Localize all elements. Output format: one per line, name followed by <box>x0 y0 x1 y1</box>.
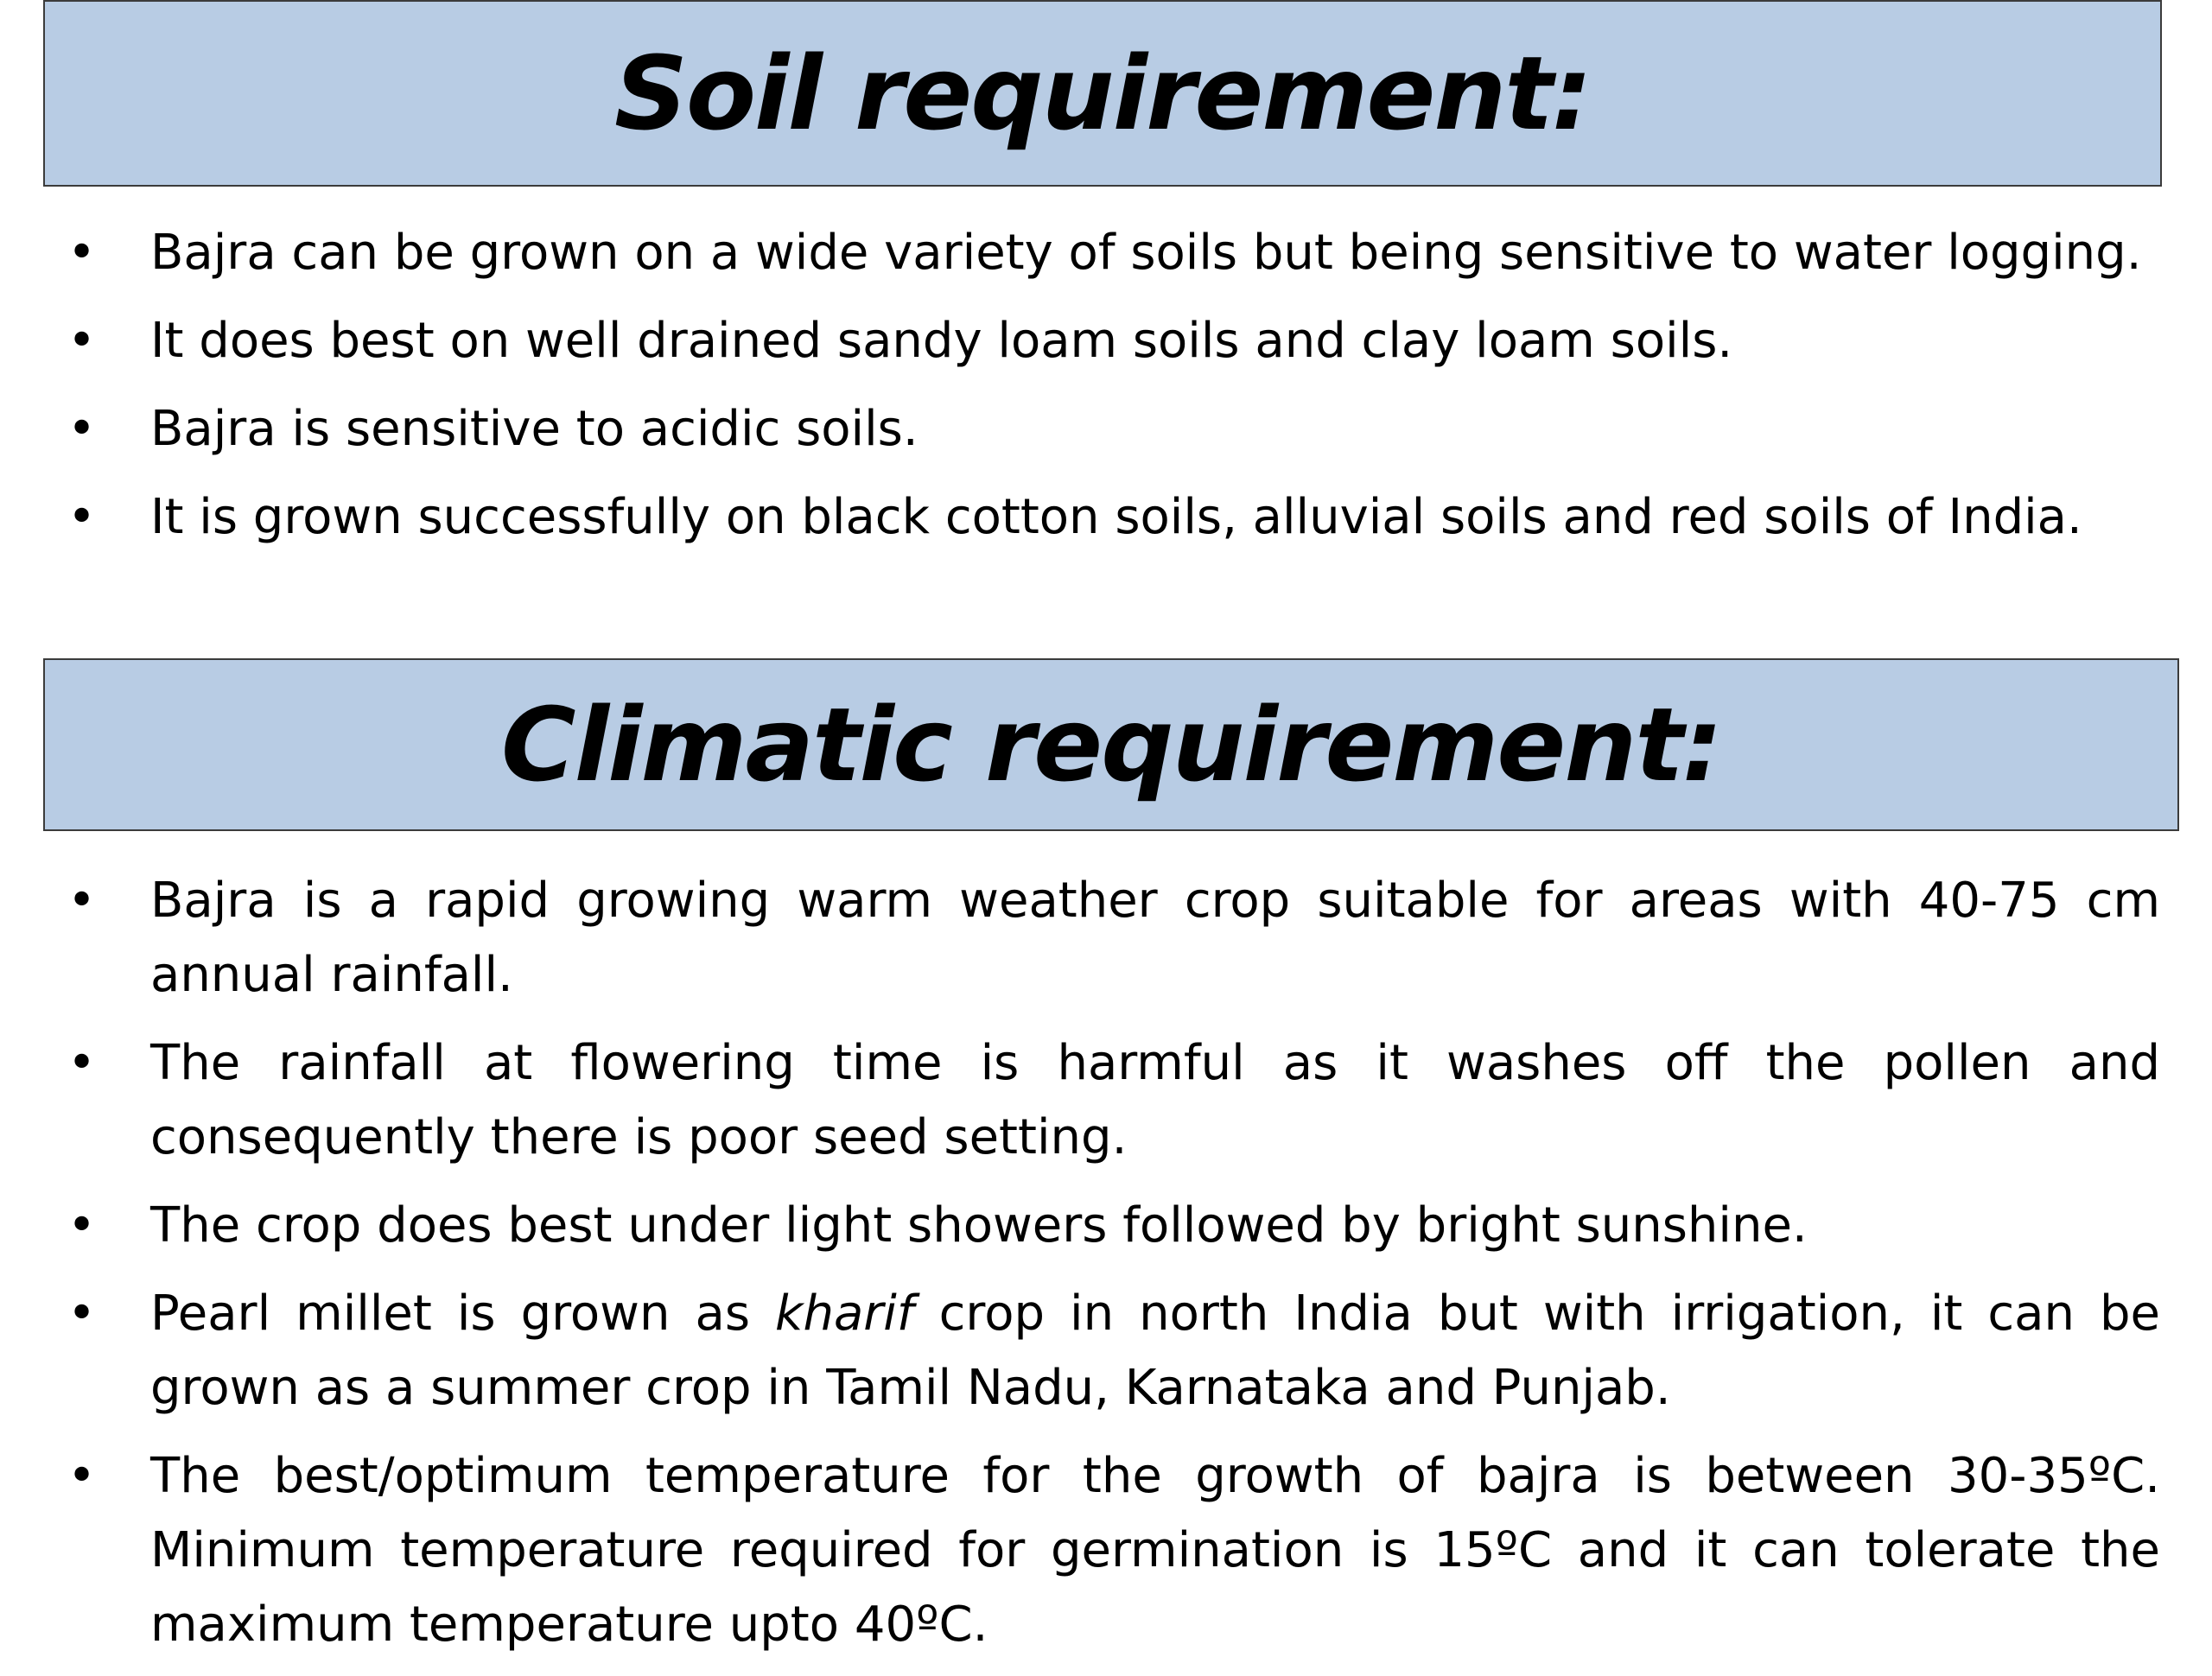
list-item-text: It is grown successfully on black cotton soils, alluvial soils and red soils of India. <box>150 489 2082 545</box>
list-item-text: It does best on well drained sandy loam soils and clay loam soils. <box>150 313 1733 369</box>
list-item <box>60 480 2143 555</box>
list-item <box>60 216 2143 290</box>
bullet-icon: • <box>67 489 97 545</box>
kharif-term: kharif <box>775 1286 914 1342</box>
list-item <box>60 1439 2160 1662</box>
list-item-text: The rainfall at flowering time is harmful as it washes off the pollen and consequently there is poor seed setting. <box>150 1035 2160 1165</box>
bullet-icon: • <box>67 225 97 281</box>
list-item-text-before: Pearl millet is grown as <box>150 1286 776 1342</box>
bullet-icon: • <box>67 1197 97 1254</box>
list-item <box>60 864 2160 1013</box>
climatic-requirement-list <box>60 864 2160 1676</box>
list-item-text-after: crop in north India but with irrigation, it can be grown as a summer crop in Tamil Nadu, Karnataka and Punjab. <box>150 1286 2160 1416</box>
list-item-text: The crop does best under light showers followed by bright sunshine. <box>150 1197 1808 1254</box>
list-item-text: The best/optimum temperature for the growth of bajra is between 30-35ºC. Minimum temperature required for germination is 15ºC and it can tolerate the maximum temperature upto 40ºC. <box>150 1448 2160 1653</box>
list-item-text: Bajra can be grown on a wide variety of soils but being sensitive to water logging. <box>150 225 2142 281</box>
soil-requirement-list <box>60 216 2143 568</box>
list-item-text: Bajra is sensitive to acidic soils. <box>150 401 918 457</box>
list-item <box>60 1026 2160 1175</box>
bullet-icon: • <box>67 401 97 457</box>
list-item <box>60 1277 2160 1425</box>
bullet-icon: • <box>67 1035 97 1091</box>
list-item <box>60 392 2143 467</box>
bullet-icon: • <box>67 873 97 929</box>
bullet-icon: • <box>67 1286 97 1342</box>
list-item-text <box>150 1286 2160 1416</box>
list-item <box>60 304 2143 378</box>
list-item-text: Bajra is a rapid growing warm weather crop suitable for areas with 40-75 cm annual rainfall. <box>150 873 2160 1003</box>
soil-requirement-banner <box>43 0 2162 187</box>
bullet-icon: • <box>67 313 97 369</box>
climatic-requirement-heading: Climatic requirement: <box>501 685 1721 804</box>
soil-requirement-heading: Soil requirement: <box>614 34 1591 153</box>
list-item <box>60 1189 2160 1263</box>
climatic-requirement-banner <box>43 658 2179 831</box>
bullet-icon: • <box>67 1448 97 1504</box>
